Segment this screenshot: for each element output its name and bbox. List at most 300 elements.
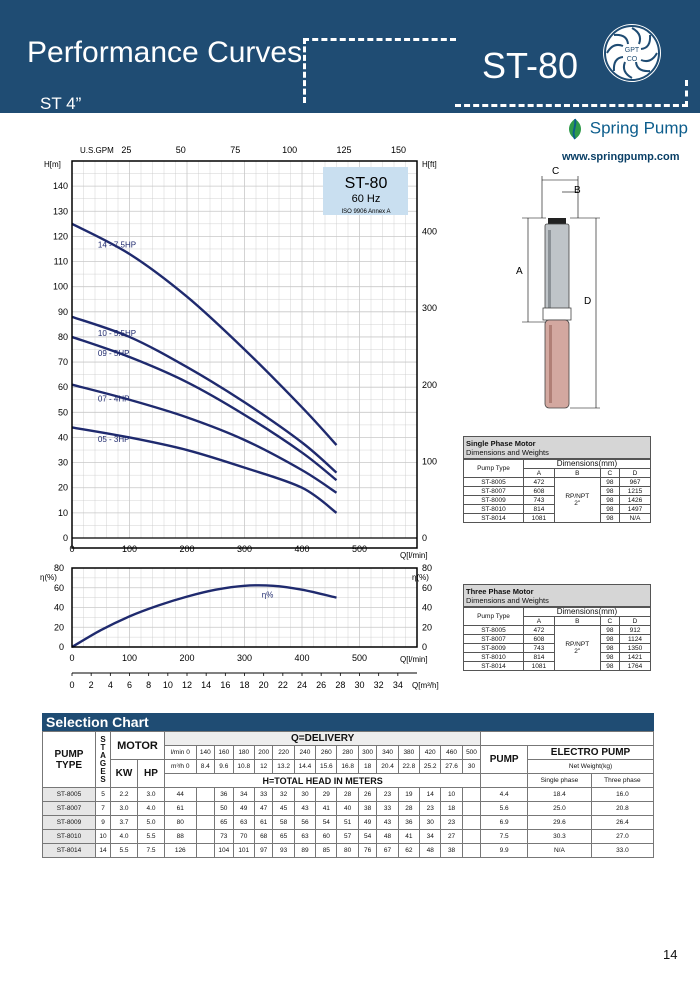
cell-kw: 5.5 [111, 844, 138, 858]
cell-single-weight: 29.6 [528, 816, 592, 830]
cell-stages: 14 [96, 844, 111, 858]
cell-head: 104 [215, 844, 234, 858]
cell-kw: 3.7 [111, 816, 138, 830]
cell-head: 41 [398, 830, 419, 844]
dim-label-d: D [584, 296, 592, 307]
cell-single-weight: 25.0 [528, 802, 592, 816]
cell-head: 67 [377, 844, 398, 858]
head-header: H=TOTAL HEAD IN METERS [165, 774, 481, 788]
cell-head: 30 [420, 816, 441, 830]
efficiency-chart [0, 562, 460, 697]
cell-head: 23 [420, 802, 441, 816]
cell-pump-type: ST-8014 [43, 844, 96, 858]
empty-cell [481, 732, 654, 746]
cell-head: 34 [420, 830, 441, 844]
m3h-cell: 18 [358, 760, 377, 774]
m3h-cell: 27.6 [441, 760, 462, 774]
motor-header: MOTOR [111, 732, 165, 760]
m3h-cell: 12 [254, 760, 273, 774]
y-tick-label: 130 [52, 206, 68, 217]
cell-head: 63 [233, 816, 254, 830]
cell-head: 32 [273, 788, 294, 802]
cell-single-weight: N/A [528, 844, 592, 858]
cell-d: N/A [620, 514, 651, 523]
m3h-tick-label: 28 [335, 680, 346, 690]
cell-head: 65 [273, 830, 294, 844]
m3h-tick-label: 26 [316, 680, 327, 690]
lmin-cell: 140 [196, 746, 215, 760]
spring-pump-logo [565, 118, 688, 140]
cell-head: 70 [233, 830, 254, 844]
cell-head: 47 [254, 802, 273, 816]
cell-hp: 7.5 [138, 844, 165, 858]
cell-head: 56 [294, 816, 315, 830]
dim-label-c: C [552, 166, 560, 177]
table-row [43, 844, 654, 858]
cell-head [462, 830, 481, 844]
x-tick-label: 0 [69, 544, 75, 554]
cell-head: 88 [165, 830, 197, 844]
cell-head: 34 [233, 788, 254, 802]
cell-single-weight: 30.3 [528, 830, 592, 844]
cell-pump-type: ST-8010 [43, 830, 96, 844]
cell-stages: 9 [96, 816, 111, 830]
curve-label: η% [261, 590, 274, 600]
brand-url[interactable]: www.springpump.com [562, 151, 680, 163]
m3h-tick-label: 24 [296, 680, 308, 690]
y-tick-label: 40 [53, 602, 64, 613]
cell-head: 54 [358, 830, 377, 844]
cell-a: 743 [523, 496, 554, 505]
cell-head: 23 [441, 816, 462, 830]
y-tick-label: 30 [57, 457, 68, 468]
m3h-cell: 25.2 [420, 760, 441, 774]
m3h-tick-label: 16 [220, 680, 231, 690]
three-phase-header [463, 584, 651, 608]
cell-pump-weight: 6.9 [481, 816, 528, 830]
m3h-tick-label: 2 [88, 680, 94, 690]
cell-a: 1081 [523, 662, 554, 671]
cell-pump-type: ST-8007 [43, 802, 96, 816]
cell-a: 743 [523, 644, 554, 653]
kw-header: KW [111, 760, 138, 788]
y-tick-label-right: 40 [422, 602, 433, 613]
x-tick-label: 100 [121, 544, 138, 554]
cell-head: 23 [377, 788, 398, 802]
selection-chart-table [42, 731, 654, 858]
cell-head: 44 [165, 788, 197, 802]
table-row [464, 478, 651, 487]
lmin-cell: 460 [441, 746, 462, 760]
cell-head: 14 [420, 788, 441, 802]
y-tick-label: 40 [57, 432, 68, 443]
lmin-cell: 380 [398, 746, 419, 760]
cell-three-weight: 16.0 [591, 788, 653, 802]
single-phase-header: Single phase [528, 774, 592, 788]
cell-stages: 5 [96, 788, 111, 802]
cell-d: 1350 [620, 644, 651, 653]
x-tick-label: 400 [294, 544, 310, 554]
m3h-tick-label: 34 [392, 680, 403, 690]
y-tick-label: 50 [57, 407, 68, 418]
cell-head: 33 [254, 788, 273, 802]
three-phase-table [463, 606, 651, 671]
cell-head: 41 [316, 802, 337, 816]
cell-head [462, 844, 481, 858]
cell-c: 98 [600, 635, 619, 644]
lmin-cell: 180 [233, 746, 254, 760]
cell-hp: 3.0 [138, 788, 165, 802]
ft-tick-label: 200 [422, 379, 438, 390]
cell-b: RP/NPT 2" [554, 626, 600, 671]
cell-d: 1497 [620, 505, 651, 514]
cell-head: 45 [273, 802, 294, 816]
cell-pump-type: ST-8010 [464, 653, 524, 662]
m3h-cell: 30 [462, 760, 481, 774]
table-row [464, 626, 651, 635]
cell-head: 60 [316, 830, 337, 844]
lmin-cell: 220 [273, 746, 294, 760]
col-a: A [523, 469, 554, 478]
table-row [43, 816, 654, 830]
cell-three-weight: 20.8 [591, 802, 653, 816]
cell-pump-type: ST-8009 [464, 644, 524, 653]
m3h-cell: 20.4 [377, 760, 398, 774]
m3h-cell: 9.6 [215, 760, 234, 774]
x-tick-label: 200 [179, 653, 195, 663]
x-tick-label: 300 [236, 653, 253, 663]
gpm-tick-label: 150 [390, 145, 406, 155]
cell-pump-weight: 5.6 [481, 802, 528, 816]
delivery-header: Q=DELIVERY [165, 732, 481, 746]
col-b: B [554, 469, 600, 478]
x-tick-label: 500 [351, 544, 368, 554]
cell-kw: 3.0 [111, 802, 138, 816]
empty-cell [481, 774, 528, 788]
cell-kw: 4.0 [111, 830, 138, 844]
cell-head: 48 [420, 844, 441, 858]
cell-d: 1426 [620, 496, 651, 505]
cell-c: 98 [600, 496, 619, 505]
cell-c: 98 [600, 653, 619, 662]
header-row [43, 732, 654, 746]
m3h-tick-label: 6 [126, 680, 133, 690]
cell-head: 29 [316, 788, 337, 802]
stages-header: S T A G E S [96, 732, 111, 788]
col-c: C [600, 617, 619, 626]
gpm-tick-label: 50 [175, 145, 186, 155]
cell-head: 38 [441, 844, 462, 858]
cell-head: 101 [233, 844, 254, 858]
cell-a: 814 [523, 653, 554, 662]
cell-head: 49 [358, 816, 377, 830]
cell-three-weight: 26.4 [591, 816, 653, 830]
badge-model: ST-80 [344, 175, 388, 192]
cell-pump-type: ST-8009 [464, 496, 524, 505]
cell-a: 608 [523, 487, 554, 496]
cell-c: 98 [600, 662, 619, 671]
cell-pump-type: ST-8010 [464, 505, 524, 514]
m3h-cell: 14.4 [294, 760, 315, 774]
cell-head [196, 816, 215, 830]
col-dimensions: Dimensions(mm) [523, 607, 650, 617]
electro-pump-header: ELECTRO PUMP [528, 746, 654, 760]
cell-head: 27 [441, 830, 462, 844]
m3h-tick-label: 14 [201, 680, 212, 690]
x-tick-label: 400 [294, 653, 310, 663]
cell-head: 80 [337, 844, 358, 858]
lmin-cell: 300 [358, 746, 377, 760]
cell-head: 62 [398, 844, 419, 858]
y-tick-label: 80 [53, 563, 64, 573]
y-tick-label: 60 [53, 582, 64, 593]
hp-header: HP [138, 760, 165, 788]
m3h-tick-label: 32 [373, 680, 384, 690]
cell-head: 43 [377, 816, 398, 830]
cell-head: 48 [377, 830, 398, 844]
y-tick-label: 20 [53, 622, 64, 633]
col-d: D [620, 617, 651, 626]
m3h-tick-label: 12 [181, 680, 193, 690]
cell-stages: 7 [96, 802, 111, 816]
cell-pump-type: ST-8005 [464, 478, 524, 487]
m3h-axis-label: Q[m³/h] [412, 681, 439, 690]
m3h-tick-label: 10 [162, 680, 173, 690]
cell-head: 36 [215, 788, 234, 802]
gpm-tick-label: 75 [230, 145, 241, 155]
cell-head [196, 788, 215, 802]
brand-name: Spring Pump [589, 118, 689, 138]
col-c: C [600, 469, 619, 478]
m3h-cell: 16.8 [337, 760, 358, 774]
pump-type-header: PUMP TYPE [43, 732, 96, 788]
lmin-cell: 420 [420, 746, 441, 760]
cell-head [462, 802, 481, 816]
cell-head: 89 [294, 844, 315, 858]
badge-standard: ISO 9906 Annex A [341, 209, 391, 215]
cell-head: 18 [441, 802, 462, 816]
cell-d: 967 [620, 478, 651, 487]
cell-head: 61 [254, 816, 273, 830]
eff-y-label-right: η(%) [412, 573, 429, 582]
m3h-cell: 22.8 [398, 760, 419, 774]
gpm-tick-label: 100 [282, 145, 298, 155]
cell-d: 1215 [620, 487, 651, 496]
cell-pump-type: ST-8005 [464, 626, 524, 635]
cell-pump-type: ST-8005 [43, 788, 96, 802]
cell-b: RP/NPT 2" [554, 478, 600, 523]
logo-text-bottom: CO [626, 56, 638, 63]
y-tick-label: 20 [57, 482, 68, 493]
cell-c: 98 [600, 505, 619, 514]
spring-leaf-icon [565, 118, 585, 140]
x-tick-label: 100 [121, 653, 138, 663]
m3h-tick-label: 30 [354, 680, 365, 690]
eff-x-label: Q[l/min] [400, 655, 428, 664]
cell-head: 33 [377, 802, 398, 816]
cell-a: 1081 [523, 514, 554, 523]
dim-label-b: B [574, 185, 581, 196]
header-row [43, 760, 654, 774]
ft-tick-label: 100 [422, 456, 438, 467]
header-dash-frame [303, 38, 456, 103]
cell-pump-type: ST-8007 [464, 487, 524, 496]
eff-y-label-left: η(%) [40, 573, 57, 582]
single-phase-subtitle: Dimensions and Weights [466, 448, 549, 457]
table-row [43, 788, 654, 802]
page-title: Performance Curves [27, 36, 303, 69]
curve-label: 10 - 5.5HP [97, 328, 137, 338]
pump-header: PUMP [481, 746, 528, 774]
y-tick-label-right: 0 [422, 642, 428, 652]
cell-pump-weight: 9.9 [481, 844, 528, 858]
x-tick-label: 300 [236, 544, 253, 554]
cell-d: 1764 [620, 662, 651, 671]
m3h-tick-label: 22 [277, 680, 288, 690]
cell-head: 26 [358, 788, 377, 802]
col-d: D [620, 469, 651, 478]
col-b: B [554, 617, 600, 626]
cell-c: 98 [600, 487, 619, 496]
selection-chart-title: Selection Chart [42, 713, 654, 731]
three-phase-title: Three Phase Motor [466, 587, 534, 596]
badge-freq: 60 Hz [351, 193, 381, 205]
m3h-tick-label: 18 [239, 680, 250, 690]
m3h-cell: 13.2 [273, 760, 294, 774]
cell-head: 10 [441, 788, 462, 802]
cell-head: 58 [273, 816, 294, 830]
m3h-cell: m³/h 0 [165, 760, 197, 774]
y-tick-label: 100 [52, 281, 68, 292]
cell-head [462, 788, 481, 802]
cell-head: 93 [273, 844, 294, 858]
y-tick-label: 120 [52, 231, 68, 242]
cell-head: 85 [316, 844, 337, 858]
col-dimensions: Dimensions(mm) [523, 459, 650, 469]
y-tick-label: 0 [62, 533, 68, 543]
y-tick-label: 140 [52, 181, 68, 192]
page-subtitle: ST 4” [40, 94, 82, 113]
gpt-logo-icon [603, 24, 661, 82]
cell-c: 98 [600, 514, 619, 523]
single-phase-title: Single Phase Motor [466, 439, 536, 448]
cell-single-weight: 18.4 [528, 788, 592, 802]
cell-head: 63 [294, 830, 315, 844]
cell-d: 1124 [620, 635, 651, 644]
lmin-cell: 340 [377, 746, 398, 760]
page-number: 14 [663, 947, 678, 962]
gpm-tick-label: 25 [121, 145, 132, 155]
col-pump-type: Pump Type [464, 607, 524, 626]
cell-three-weight: 27.0 [591, 830, 653, 844]
y-tick-label-right: 80 [422, 563, 433, 573]
table-row [43, 830, 654, 844]
x-tick-label: 0 [69, 653, 75, 663]
cell-head: 38 [358, 802, 377, 816]
cell-head [196, 830, 215, 844]
col-pump-type: Pump Type [464, 459, 524, 478]
x-axis-label: Q[l/min] [400, 551, 428, 560]
cell-hp: 4.0 [138, 802, 165, 816]
performance-chart [0, 140, 460, 560]
cell-hp: 5.5 [138, 830, 165, 844]
cell-head: 76 [358, 844, 377, 858]
y-tick-label-right: 60 [422, 582, 433, 593]
curve-label: 05 - 3HP [97, 434, 130, 444]
cell-head: 80 [165, 816, 197, 830]
m3h-cell: 15.6 [316, 760, 337, 774]
net-weight-header: Net Weight(kg) [528, 760, 654, 774]
cell-a: 472 [523, 478, 554, 487]
cell-a: 608 [523, 635, 554, 644]
y-tick-label: 0 [58, 642, 64, 652]
y-tick-label: 10 [57, 507, 68, 518]
cell-pump-type: ST-8014 [464, 662, 524, 671]
cell-head: 36 [398, 816, 419, 830]
cell-pump-weight: 4.4 [481, 788, 528, 802]
y-tick-label-right: 20 [422, 622, 433, 633]
y-tick-label: 70 [57, 357, 68, 368]
logo-text-top: GPT [624, 47, 640, 54]
cell-head: 19 [398, 788, 419, 802]
cell-head: 65 [215, 816, 234, 830]
y-tick-label: 90 [57, 306, 68, 317]
curve-label: 07 - 4HP [97, 394, 130, 404]
cell-c: 98 [600, 644, 619, 653]
cell-head: 50 [215, 802, 234, 816]
lmin-cell: l/min 0 [165, 746, 197, 760]
cell-head: 30 [294, 788, 315, 802]
cell-head: 126 [165, 844, 197, 858]
curve-label: 09 - 5HP [97, 349, 130, 359]
cell-a: 472 [523, 626, 554, 635]
cell-pump-type: ST-8007 [464, 635, 524, 644]
cell-kw: 2.2 [111, 788, 138, 802]
top-axis-label: U.S.GPM [80, 146, 114, 155]
lmin-cell: 260 [316, 746, 337, 760]
cell-head: 73 [215, 830, 234, 844]
cell-head: 43 [294, 802, 315, 816]
cell-head: 97 [254, 844, 273, 858]
cell-head: 54 [316, 816, 337, 830]
cell-head: 49 [233, 802, 254, 816]
m3h-tick-label: 8 [146, 680, 152, 690]
y-tick-label: 80 [57, 331, 68, 342]
m3h-tick-label: 4 [107, 680, 113, 690]
y-axis-label-left: H[m] [44, 160, 61, 169]
three-phase-subtitle: Dimensions and Weights [466, 596, 549, 605]
m3h-tick-label: 0 [69, 680, 75, 690]
cell-pump-weight: 7.5 [481, 830, 528, 844]
cell-pump-type: ST-8014 [464, 514, 524, 523]
table-row [43, 802, 654, 816]
cell-head: 28 [398, 802, 419, 816]
ft-tick-label: 300 [422, 303, 438, 314]
curve-label: 14 - 7.5HP [97, 240, 137, 250]
y-axis-label-right: H[ft] [422, 160, 437, 169]
efficiency-curve [72, 585, 337, 647]
m3h-cell: 10.8 [233, 760, 254, 774]
cell-head [462, 816, 481, 830]
gpm-tick-label: 125 [336, 145, 352, 155]
cell-head: 28 [337, 788, 358, 802]
ft-tick-label: 0 [422, 533, 428, 543]
cell-head: 57 [337, 830, 358, 844]
x-tick-label: 500 [351, 653, 368, 663]
cell-head [196, 802, 215, 816]
lmin-cell: 280 [337, 746, 358, 760]
dim-label-a: A [516, 266, 523, 277]
